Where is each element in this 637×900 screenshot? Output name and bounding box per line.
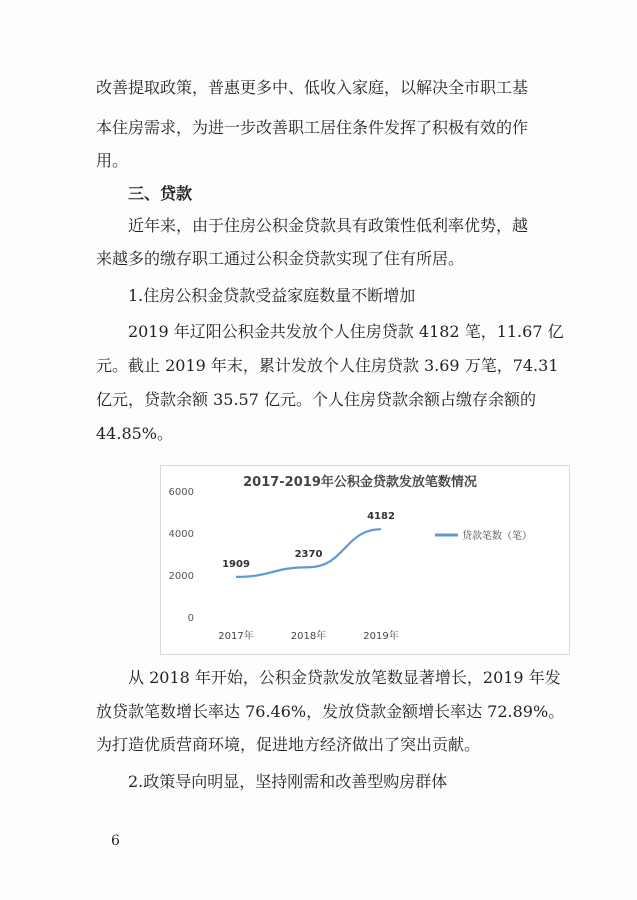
x-tick-label: 2017年 [218, 631, 254, 642]
paragraph-line: 为打造优质营商环境，促进地方经济做出了突出贡献。 [96, 735, 481, 754]
paragraph-line: 改善提取政策，普惠更多中、低收入家庭，以解决全市职工基 [96, 78, 529, 97]
subheading: 2.政策导向明显，坚持刚需和改善型购房群体 [128, 772, 448, 791]
paragraph-line: 放贷款笔数增长率达 76.46%，发放贷款金额增长率达 72.89%。 [96, 702, 565, 721]
x-tick-label: 2019年 [363, 631, 399, 642]
data-label: 4182 [367, 511, 395, 523]
y-tick-label: 6000 [168, 487, 194, 498]
paragraph-line: 用。 [96, 151, 129, 170]
y-tick-label: 2000 [168, 571, 194, 582]
paragraph-line: 元。截止 2019 年末，累计发放个人住房贷款 3.69 万笔，74.31 [96, 356, 559, 375]
paragraph-line: 近年来，由于住房公积金贷款具有政策性低利率优势，越 [128, 216, 529, 235]
paragraph-line: 本住房需求，为进一步改善职工居住条件发挥了积极有效的作 [96, 118, 529, 137]
section-heading: 三、贷款 [128, 184, 193, 203]
chart-title: 2017-2019年公积金贷款发放笔数情况 [243, 475, 477, 490]
subheading: 1.住房公积金贷款受益家庭数量不断增加 [128, 286, 416, 305]
paragraph-line: 来越多的缴存职工通过公积金贷款实现了住有所居。 [96, 249, 465, 268]
paragraph-line: 2019 年辽阳公积金共发放个人住房贷款 4182 笔，11.67 亿 [128, 322, 564, 341]
chart-plot [160, 465, 570, 655]
data-label: 2370 [294, 549, 323, 561]
page-number: 6 [111, 833, 120, 849]
data-label: 1909 [222, 558, 250, 570]
paragraph-line: 从 2018 年开始，公积金贷款发放笔数显著增长，2019 年发 [128, 668, 561, 687]
legend-label: 贷款笔数（笔） [462, 531, 532, 542]
loan-count-chart [160, 465, 570, 655]
x-tick-label: 2018年 [290, 631, 327, 642]
y-tick-label: 4000 [168, 529, 194, 540]
y-tick-label: 0 [187, 613, 194, 624]
paragraph-line: 亿元，贷款余额 35.57 亿元。个人住房贷款余额占缴存余额的 [96, 390, 536, 409]
paragraph-line: 44.85%。 [96, 424, 174, 443]
